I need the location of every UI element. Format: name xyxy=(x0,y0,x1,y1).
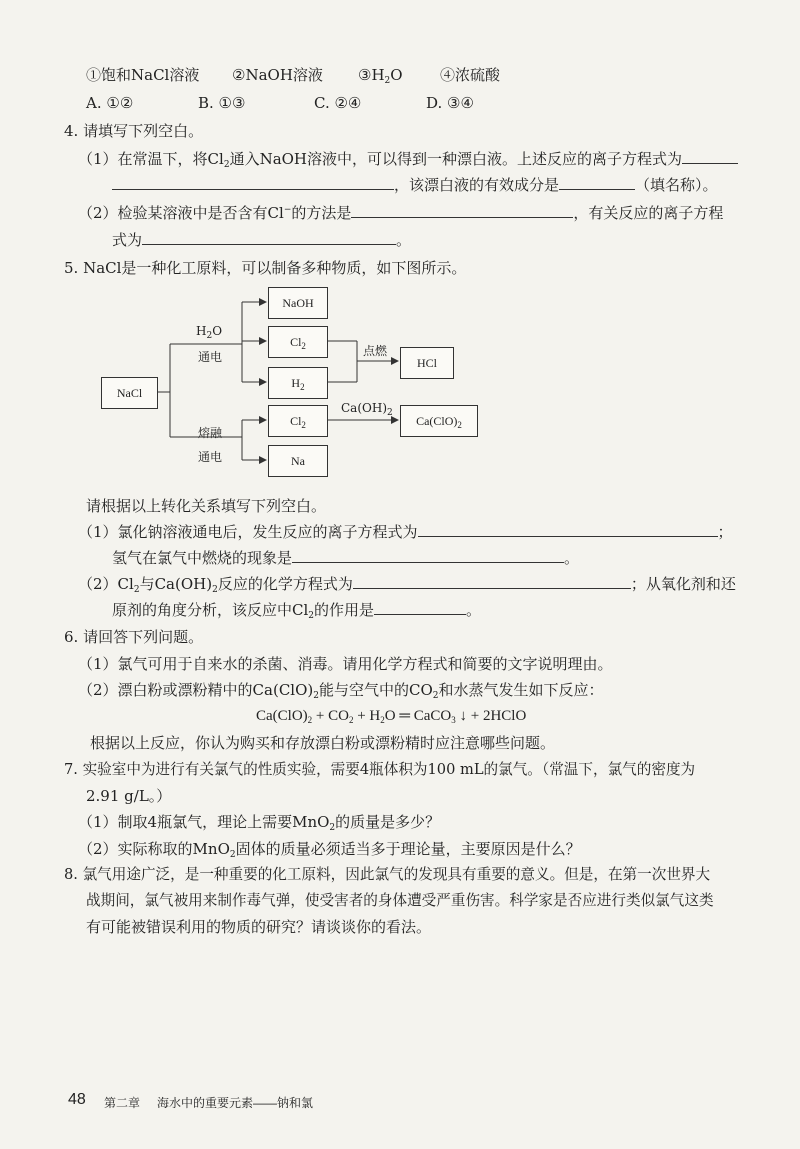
q5-part1-line2: 氢气在氯气中燃烧的现象是 。 xyxy=(112,549,580,567)
node-hcl: HCl xyxy=(400,347,454,379)
label-electrolysis-2: 通电 xyxy=(198,450,223,464)
q5-stem: 5. NaCl是一种化工原料，可以制备多种物质，如下图所示。 xyxy=(64,259,467,277)
q3-option-2: ②NaOH溶液 xyxy=(232,66,323,84)
node-cl2-electrolysis: $Cl_2$ xyxy=(268,326,328,358)
q6-equation: $Ca(ClO)_2 + CO_2 + H_2O$ ═ CaCO$_3$ ↓ + 2HClO xyxy=(256,708,527,725)
node-h2: $H_2$ xyxy=(268,367,328,399)
q3-choice-b: B. ①③ xyxy=(198,94,246,112)
node-na: Na xyxy=(268,445,328,477)
q3-choice-a: A. ①② xyxy=(86,94,134,112)
answer-blank[interactable] xyxy=(418,522,718,537)
page-number: 48 xyxy=(68,1091,86,1108)
q4-stem: 4. 请填写下列空白。 xyxy=(64,122,204,140)
q7-line2: 2.91 g/L。） xyxy=(86,787,172,805)
q4-part2-line2: 式为 。 xyxy=(112,231,412,249)
q4-part1-line1: （1）在常温下，将$Cl_2$通入NaOH溶液中，可以得到一种漂白液。上述反应的离子方程式为 xyxy=(78,149,738,169)
node-cl2-molten: $Cl_2$ xyxy=(268,405,328,437)
q3-option-1: ①饱和NaCl溶液 xyxy=(86,66,200,84)
label-h2o: $H_2O$ xyxy=(196,324,223,341)
q4-part1-line2: ，该漂白液的有效成分是 （填名称）。 xyxy=(112,175,718,195)
q5-intro: 请根据以上转化关系填写下列空白。 xyxy=(86,497,327,515)
q3-option-4: ④浓硫酸 xyxy=(440,66,501,84)
footer-title: 海水中的重要元素——钠和氯 xyxy=(157,1096,314,1110)
q3-option-3: $③H_2O$ xyxy=(358,66,403,86)
label-ignite: 点燃 xyxy=(363,344,388,358)
q3-choice-d: D. ③④ xyxy=(426,94,474,112)
q3-choice-c: C. ②④ xyxy=(314,94,362,112)
answer-blank[interactable] xyxy=(374,600,466,615)
q7-part1: （1）制取4瓶氯气，理论上需要MnO$_2$的质量是多少？ xyxy=(78,813,441,833)
q4-part2-line1: （2）检验某溶液中是否含有Cl−的方法是 ，有关反应的离子方程 xyxy=(78,204,724,222)
q6-part2: （2）漂白粉或漂粉精中的$Ca(ClO)_2$能与空气中的$CO_2$和水蒸气发生如下反应： xyxy=(78,681,604,701)
q8-line1: 8. 氯气用途广泛，是一种重要的化工原料，因此氯气的发现具有重要的意义。但是，在第一次世界大 xyxy=(64,866,711,883)
q7-part2: （2）实际称取的MnO$_2$固体的质量必须适当多于理论量，主要原因是什么？ xyxy=(78,840,581,860)
q5-part1-line1: （1）氯化钠溶液通电后，发生反应的离子方程式为 ； xyxy=(78,523,733,541)
node-nacl: NaCl xyxy=(101,377,158,409)
answer-blank[interactable] xyxy=(292,548,564,563)
label-molten: 熔融 xyxy=(198,426,223,440)
answer-blank[interactable] xyxy=(353,574,631,589)
q7-line1: 7. 实验室中为进行有关氯气的性质实验，需要4瓶体积为100 mL的氯气。（常温下，氯气的密度为 xyxy=(64,761,696,778)
q8-line2: 战期间，氯气被用来制作毒气弹，使受害者的身体遭受严重伤害。科学家是否应进行类似氯气这类 xyxy=(86,892,714,909)
label-caoh2: $Ca(OH)_2$ xyxy=(341,401,393,418)
q6-stem: 6. 请回答下列问题。 xyxy=(64,628,204,646)
q5-part2-line1: $(2)Cl_2$与$Ca(OH)_2$反应的化学方程式为 ；从氧化剂和还 xyxy=(78,575,736,595)
q5-part2-line2: 原剂的角度分析，该反应中$Cl_2$的作用是 。 xyxy=(112,601,482,621)
q8-line3: 有可能被错误利用的物质的研究？请谈谈你的看法。 xyxy=(86,918,432,936)
label-electrolysis-1: 通电 xyxy=(198,350,223,364)
q6-tail: 根据以上反应，你认为购买和存放漂白粉或漂粉精时应注意哪些问题。 xyxy=(90,734,556,752)
node-naoh: NaOH xyxy=(268,287,328,319)
node-caclo2: $Ca(ClO)_2$ xyxy=(400,405,478,437)
footer-chapter: 第二章 xyxy=(104,1096,141,1110)
q6-part1: （1）氯气可用于自来水的杀菌、消毒。请用化学方程式和简要的文字说明理由。 xyxy=(78,655,613,673)
